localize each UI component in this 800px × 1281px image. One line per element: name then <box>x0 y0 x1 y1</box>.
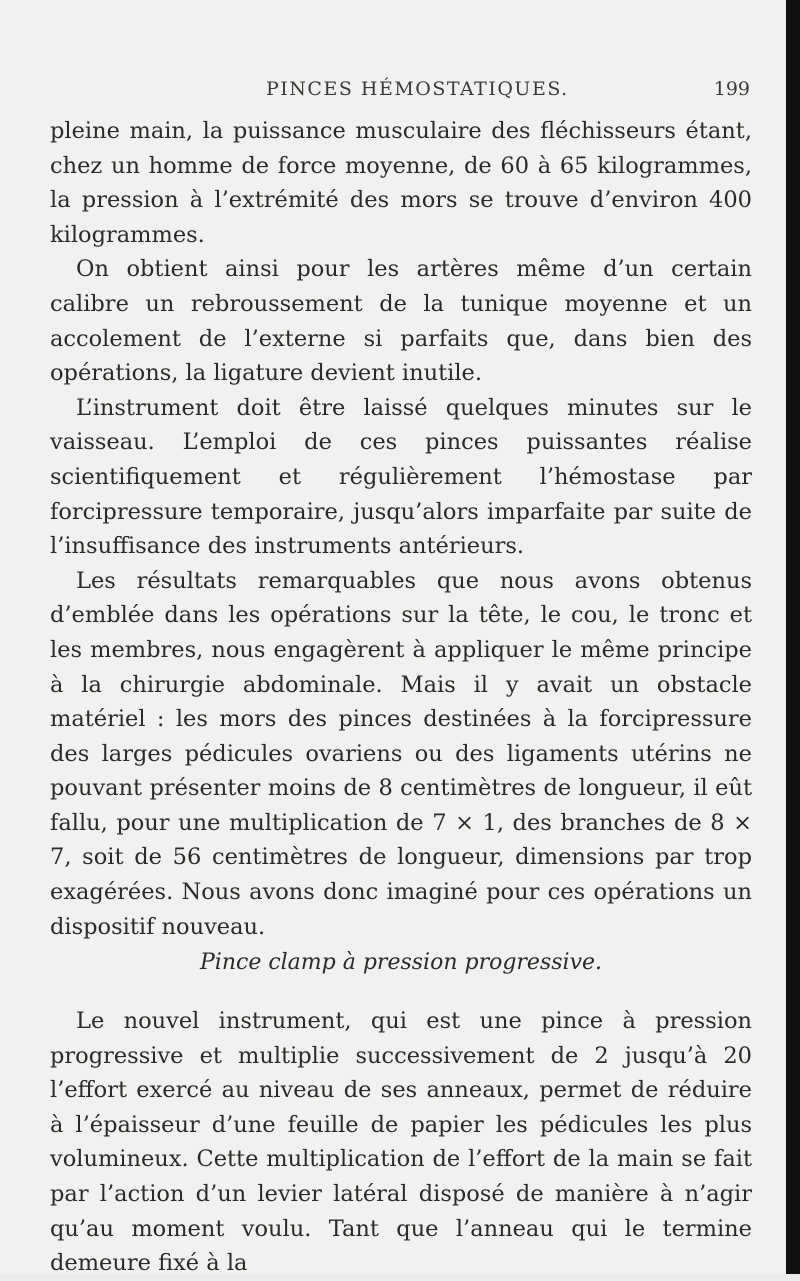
paragraph: L’instrument doit être laissé quelques minutes sur le vaisseau. L’emploi de ces pinces puissantes réalise scientifiquement et régulièrement l’hémostase par forcipressure temporaire, jusqu’alors imparfaite par suite de l’insuffisance des instruments antérieurs. <box>50 394 752 560</box>
section-heading: Pince clamp à pression progressive. <box>199 950 603 975</box>
body-text <box>50 114 752 944</box>
running-head <box>50 78 750 104</box>
paragraph: Le nouvel instrument, qui est une pince à pression progressive et multiplie successivement de 2 jusqu’à 20 l’effort exercé au niveau de ses anneaux, permet de réduire à l’épaisseur d’une feuille de papier les pédicules les plus volumineux. Cette multiplication de l’effort de la main se fait par l’action d’un levier latéral disposé de manière à n’agir qu’au moment voulu. Tant que l’anneau qui le termine demeure fixé à la <box>50 1008 752 1277</box>
paragraph: Les résultats remarquables que nous avons obtenus d’emblée dans les opérations sur la tête, le cou, le tronc et les membres, nous engagèrent à appliquer le même principe à la chirurgie abdominale. Mais il y avait un obstacle matériel : les mors des pinces destinées à la forcipressure des larges pédicules ovariens ou des ligaments utérins ne pouvant présenter moins de 8 centimètres de longueur, il eût fallu, pour une multiplication de 7 × 1, des branches de 8 × 7, soit de 56 centimètres de longueur, dimensions par trop exagérées. Nous avons donc imaginé pour ces opérations un dispositif nouveau. <box>50 567 752 940</box>
running-title: PINCES HÉMOSTATIQUES. <box>266 78 569 100</box>
page-number: 199 <box>713 78 750 100</box>
paragraph: On obtient ainsi pour les artères même d’un certain calibre un rebroussement de la tunique moyenne et un accolement de l’externe si parfaits que, dans bien des opérations, la ligature devient inutile. <box>50 256 752 387</box>
section-body-text <box>50 1004 752 1281</box>
scan-edge <box>786 0 800 1274</box>
paragraph-continuation: pleine main, la puissance musculaire des fléchisseurs étant, chez un homme de force moyenne, de 60 à 65 kilogrammes, la pression à l’extrémité des mors se trouve d’environ 400 kilogrammes. <box>50 118 752 248</box>
